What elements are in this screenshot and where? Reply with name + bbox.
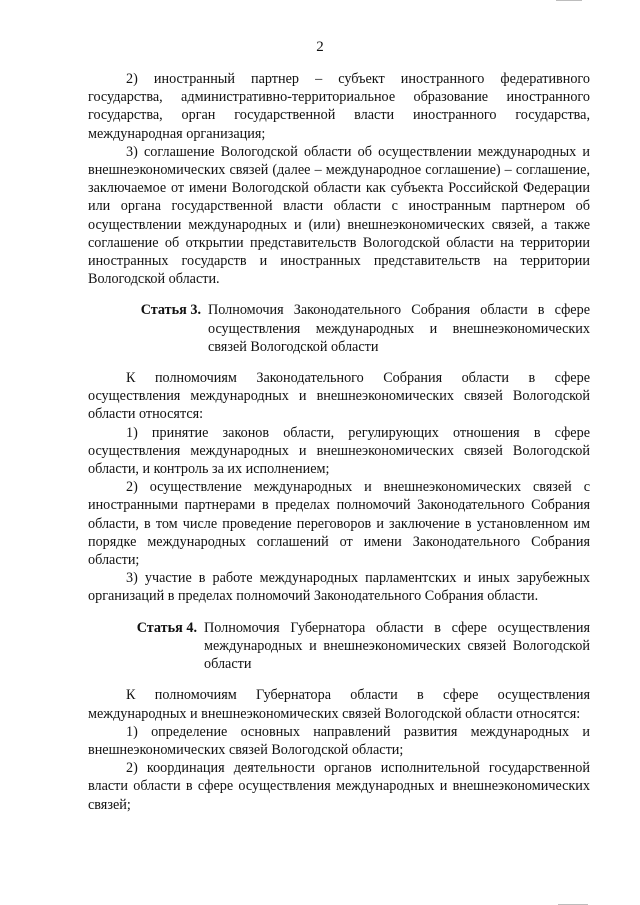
article-3-paragraph-2: 2) осуществление международных и внешнеэкономических связей с иностранными партнерами в пределах полномочий Законодательного Собрания области, в том числе проведение переговоров и заключение в установленном им порядке международных соглашений от имени Законодательного Собрания области; (88, 479, 590, 569)
article-4-paragraph-2: 2) координация деятельности органов исполнительной государственной власти области в сфере осуществления международных и внешнеэкономических связей; (88, 760, 590, 813)
top-edge-mark (556, 0, 582, 4)
paragraph-foreign-partner: 2) иностранный партнер – субъект иностранного федеративного государства, административно-территориальное образование иностранного государства, орган государственной власти иностранного государства, международная организация; (88, 71, 590, 142)
article-3-heading (88, 301, 590, 356)
article-3-title: Полномочия Законодательного Собрания области в сфере осуществления международных и внешнеэкономических связей Вологодской области (208, 302, 590, 355)
paragraph-agreement-definition: 3) соглашение Вологодской области об осуществлении международных и внешнеэкономических связей (далее – международное соглашение) – соглашение, заключаемое от имени Вологодской области как субъекта Российской Федерации или органа государственной власти области с иностранным партнером об осуществлении международных и (или) внешнеэкономических связей, а также соглашение об открытии представительств Вологодской области на территории иностранных государств и иностранных представительств на территории Вологодской области. (88, 143, 590, 288)
article-3-paragraph-1: 1) принятие законов области, регулирующих отношения в сфере осуществления международных и внешнеэкономических связей Вологодской области, и контроль за их исполнением; (88, 424, 590, 478)
document-body (88, 70, 590, 814)
article-3-label: Статья 3. (140, 302, 201, 319)
article-4-heading (88, 619, 590, 674)
article-4-paragraph-1: 1) определение основных направлений развития международных и внешнеэкономических связей Вологодской области; (88, 723, 590, 758)
article-3-paragraph-intro: К полномочиям Законодательного Собрания области в сфере осуществления международных и внешнеэкономических связей Вологодской области относятся: (88, 370, 590, 423)
article-4-title: Полномочия Губернатора области в сфере осуществления международных и внешнеэкономических связей Вологодской области (204, 619, 590, 673)
article-3-paragraph-3: 3) участие в работе международных парламентских и иных зарубежных организаций в пределах полномочий Законодательного Собрания области. (88, 570, 590, 605)
article-4-label: Статья 4. (136, 619, 197, 636)
article-4-paragraph-intro: К полномочиям Губернатора области в сфере осуществления международных и внешнеэкономических связей Вологодской области относятся: (88, 687, 590, 722)
page-number: 2 (316, 39, 324, 55)
